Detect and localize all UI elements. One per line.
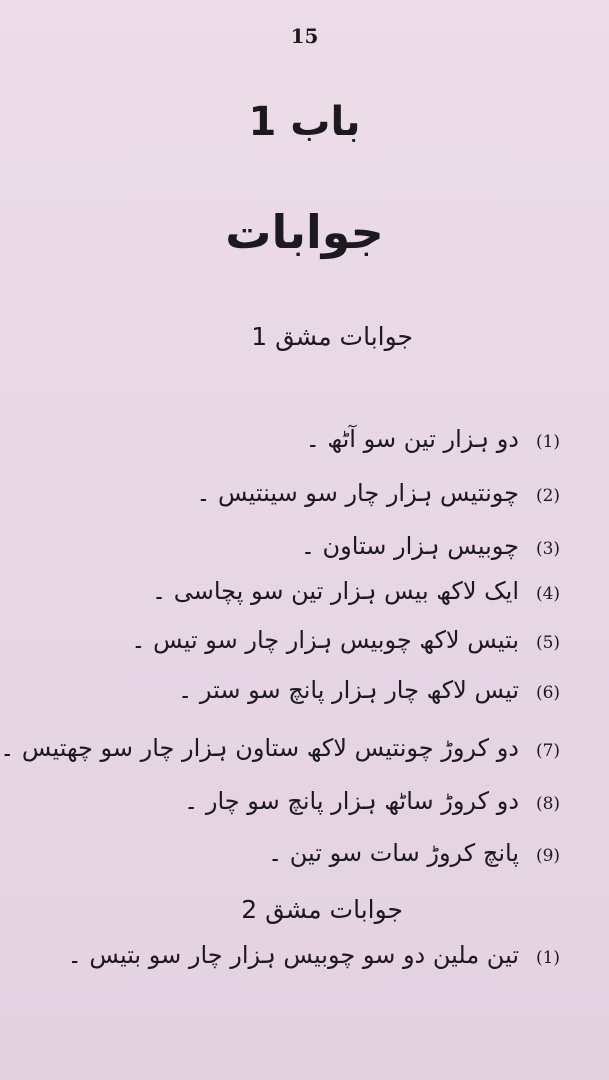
answer-item	[0, 734, 563, 763]
answer-text: دو کروڑ چونتیس لاکھ ستاون ہزار چار سو چھتیس ۔	[0, 734, 519, 762]
answer-item	[268, 839, 563, 868]
answer-item	[184, 787, 563, 816]
answer-text: تین ملین دو سو چوبیس ہزار چار سو بتیس ۔	[67, 941, 519, 969]
answer-item	[152, 577, 563, 606]
answer-item	[196, 479, 563, 508]
section-heading-1: جوابات مشق 1	[251, 322, 413, 351]
answer-text: دو کروڑ ساٹھ ہزار پانچ سو چار ۔	[184, 787, 519, 815]
answer-number: (7)	[535, 741, 561, 761]
answer-number: (3)	[535, 539, 561, 559]
answer-number: (1)	[535, 432, 561, 452]
answer-number: (6)	[535, 683, 561, 703]
answer-item	[68, 941, 563, 970]
answer-item	[301, 532, 563, 561]
page-title: جوابات	[225, 205, 384, 259]
section-heading-2: جوابات مشق 2	[241, 895, 403, 924]
answer-text: چوبیس ہزار ستاون ۔	[300, 532, 519, 560]
chapter-heading: باب 1	[248, 99, 361, 145]
answer-number: (5)	[535, 633, 561, 653]
answer-number: (1)	[535, 948, 561, 968]
answer-item	[131, 626, 563, 655]
page-number: 15	[290, 24, 319, 48]
answer-text: پانچ کروڑ سات سو تین ۔	[268, 839, 519, 867]
answer-number: (4)	[535, 584, 561, 604]
answer-text: چونتیس ہزار چار سو سینتیس ۔	[196, 479, 519, 507]
answer-number: (8)	[535, 794, 561, 814]
answer-item	[178, 676, 563, 705]
answer-text: تیس لاکھ چار ہزار پانچ سو ستر ۔	[178, 676, 519, 704]
answer-text: دو ہزار تین سو آٹھ ۔	[305, 425, 519, 453]
answer-item	[306, 425, 563, 454]
answer-number: (2)	[535, 486, 561, 506]
answer-text: بتیس لاکھ چوبیس ہزار چار سو تیس ۔	[131, 626, 519, 654]
answer-text: ایک لاکھ بیس ہزار تین سو پچاسی ۔	[152, 577, 519, 605]
answer-number: (9)	[535, 846, 561, 866]
